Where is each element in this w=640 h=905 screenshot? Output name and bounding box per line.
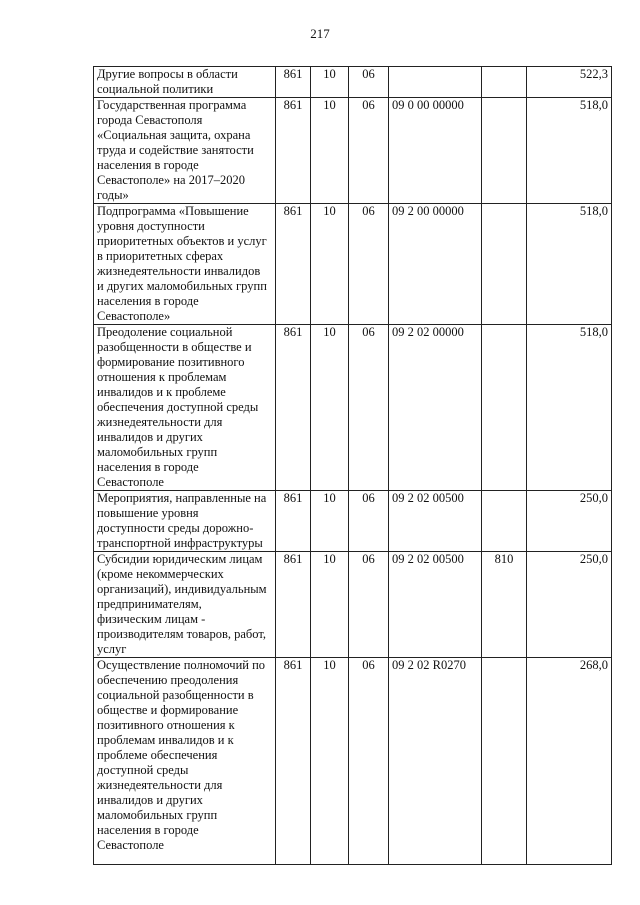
table-row [94,658,612,865]
row-rz: 10 [311,98,349,204]
row-cs [389,67,482,98]
row-vr [482,658,527,865]
row-ved: 861 [276,658,311,865]
row-rz: 10 [311,491,349,552]
row-pr: 06 [349,658,389,865]
row-cs: 09 2 02 00500 [389,552,482,658]
row-vr [482,325,527,491]
row-pr: 06 [349,491,389,552]
row-pr: 06 [349,552,389,658]
row-name: Подпрограмма «Повышение уровня доступности приоритетных объектов и услуг в приоритетных сферах жизнедеятельности инвалидов и других маломобильных групп населения в городе Севастополе» [94,204,276,325]
row-pr: 06 [349,67,389,98]
row-name: Другие вопросы в области социальной политики [94,67,276,98]
row-name: Субсидии юридическим лицам (кроме некоммерческих организаций), индивидуальным предпринимателям, физическим лицам - производителям товаров, работ, услуг [94,552,276,658]
budget-table [93,66,612,865]
row-vr [482,67,527,98]
row-name: Государственная программа города Севастополя «Социальная защита, охрана труда и содействие занятости населения в городе Севастополе» на 2017–2020 годы» [94,98,276,204]
row-ved: 861 [276,204,311,325]
row-pr: 06 [349,204,389,325]
row-ved: 861 [276,325,311,491]
row-rz: 10 [311,204,349,325]
table-row [94,552,612,658]
row-rz: 10 [311,325,349,491]
row-sum: 518,0 [527,325,612,491]
row-ved: 861 [276,491,311,552]
row-vr [482,491,527,552]
row-name: Мероприятия, направленные на повышение уровня доступности среды дорожно- транспортной инфраструктуры [94,491,276,552]
row-ved: 861 [276,552,311,658]
row-sum: 522,3 [527,67,612,98]
table-row [94,204,612,325]
row-sum: 518,0 [527,98,612,204]
row-sum: 268,0 [527,658,612,865]
row-name: Преодоление социальной разобщенности в обществе и формирование позитивного отношения к проблемам инвалидов и к проблеме обеспечения доступной среды жизнедеятельности для инвалидов и других маломобильных групп населения в городе Севастополе [94,325,276,491]
row-pr: 06 [349,98,389,204]
row-rz: 10 [311,67,349,98]
row-sum: 250,0 [527,552,612,658]
table-row [94,98,612,204]
row-cs: 09 2 02 00500 [389,491,482,552]
row-cs: 09 2 00 00000 [389,204,482,325]
row-ved: 861 [276,98,311,204]
row-rz: 10 [311,658,349,865]
table-row [94,325,612,491]
table-row [94,491,612,552]
row-sum: 250,0 [527,491,612,552]
row-rz: 10 [311,552,349,658]
row-ved: 861 [276,67,311,98]
row-pr: 06 [349,325,389,491]
row-cs: 09 2 02 R0270 [389,658,482,865]
row-name: Осуществление полномочий по обеспечению преодоления социальной разобщенности в обществе и формирование позитивного отношения к проблемам инвалидов и к проблеме обеспечения доступной среды жизнедеятельности для инвалидов и других маломобильных групп населения в городе Севастополе [94,658,276,865]
row-sum: 518,0 [527,204,612,325]
page-number: 217 [310,26,330,41]
row-vr: 810 [482,552,527,658]
row-cs: 09 2 02 00000 [389,325,482,491]
row-cs: 09 0 00 00000 [389,98,482,204]
table-row [94,67,612,98]
row-vr [482,98,527,204]
row-vr [482,204,527,325]
